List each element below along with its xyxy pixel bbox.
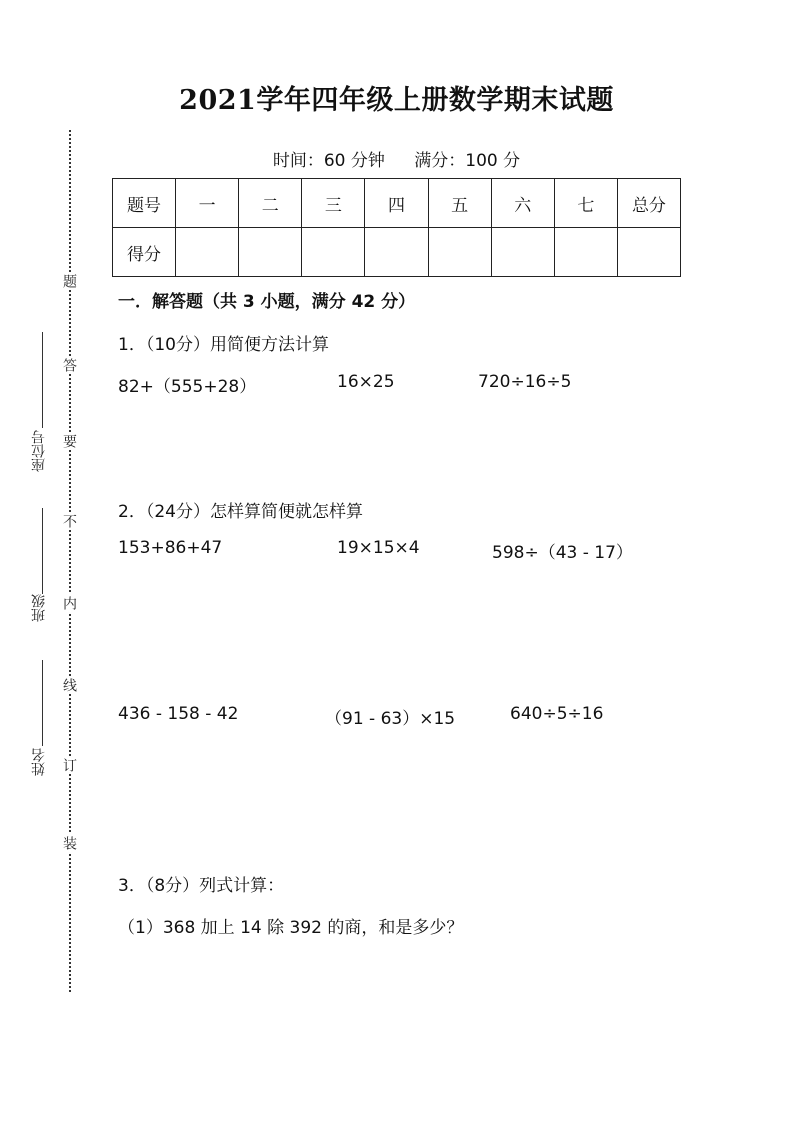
header-cell: 二 — [239, 179, 302, 228]
header-cell: 七 — [554, 179, 617, 228]
header-cell: 六 — [491, 179, 554, 228]
score-cell[interactable] — [176, 228, 239, 277]
score-table — [112, 178, 681, 277]
expression: 153+86+47 — [118, 538, 223, 558]
expression: 82+（555+28） — [118, 377, 257, 397]
seal-char: 不 — [61, 514, 77, 528]
expression: 720÷16÷5 — [478, 372, 572, 392]
header-cell: 总分 — [617, 179, 680, 228]
question-3-sub-1: （1）368 加上 14 除 392 的商，和是多少？ — [118, 918, 464, 938]
score-cell[interactable] — [365, 228, 428, 277]
time-limit: 时间：60 分钟 — [272, 151, 385, 171]
score-cell[interactable] — [617, 228, 680, 277]
score-cell[interactable] — [428, 228, 491, 277]
question-2-title: 2．（24分）怎样算简便就怎样算 — [118, 502, 363, 522]
header-cell: 四 — [365, 179, 428, 228]
seal-char: 题 — [61, 274, 77, 288]
name-label: 姓名 — [31, 748, 47, 776]
header-cell: 题号 — [113, 179, 176, 228]
row-label-cell: 得分 — [113, 228, 176, 277]
seal-char: 装 — [61, 836, 77, 850]
seal-char: 订 — [61, 758, 77, 772]
score-cell[interactable] — [554, 228, 617, 277]
name-underline — [42, 660, 43, 746]
full-score: 满分：100 分 — [414, 151, 521, 171]
expression: 19×15×4 — [337, 538, 420, 558]
seal-char: 内 — [61, 596, 77, 610]
seal-char: 答 — [61, 358, 77, 372]
seal-char: 线 — [61, 678, 77, 692]
section-heading: 一．解答题（共 3 小题，满分 42 分） — [118, 292, 416, 312]
header-cell: 五 — [428, 179, 491, 228]
expression: （91 - 63）×15 — [325, 709, 456, 729]
expression: 598÷（43 - 17） — [492, 543, 633, 563]
exam-info — [0, 146, 793, 171]
class-underline — [42, 508, 43, 594]
question-3-title: 3．（8分）列式计算： — [118, 876, 285, 896]
expression: 16×25 — [337, 372, 395, 392]
score-cell[interactable] — [239, 228, 302, 277]
header-cell: 三 — [302, 179, 365, 228]
score-cell[interactable] — [491, 228, 554, 277]
binding-dotted-line — [69, 130, 71, 992]
seal-char: 要 — [61, 434, 77, 448]
seat-number-label: 座位号 — [31, 430, 47, 472]
expression: 640÷5÷16 — [510, 704, 604, 724]
seat-number-underline — [42, 332, 43, 428]
class-label: 班级 — [31, 594, 47, 622]
score-table-header-row — [113, 179, 681, 228]
score-cell[interactable] — [302, 228, 365, 277]
expression: 436 - 158 - 42 — [118, 704, 239, 724]
question-1-title: 1．（10分）用简便方法计算 — [118, 335, 329, 355]
page-title: 2021学年四年级上册数学期末试题 — [179, 85, 614, 116]
score-table-score-row — [113, 228, 681, 277]
header-cell: 一 — [176, 179, 239, 228]
